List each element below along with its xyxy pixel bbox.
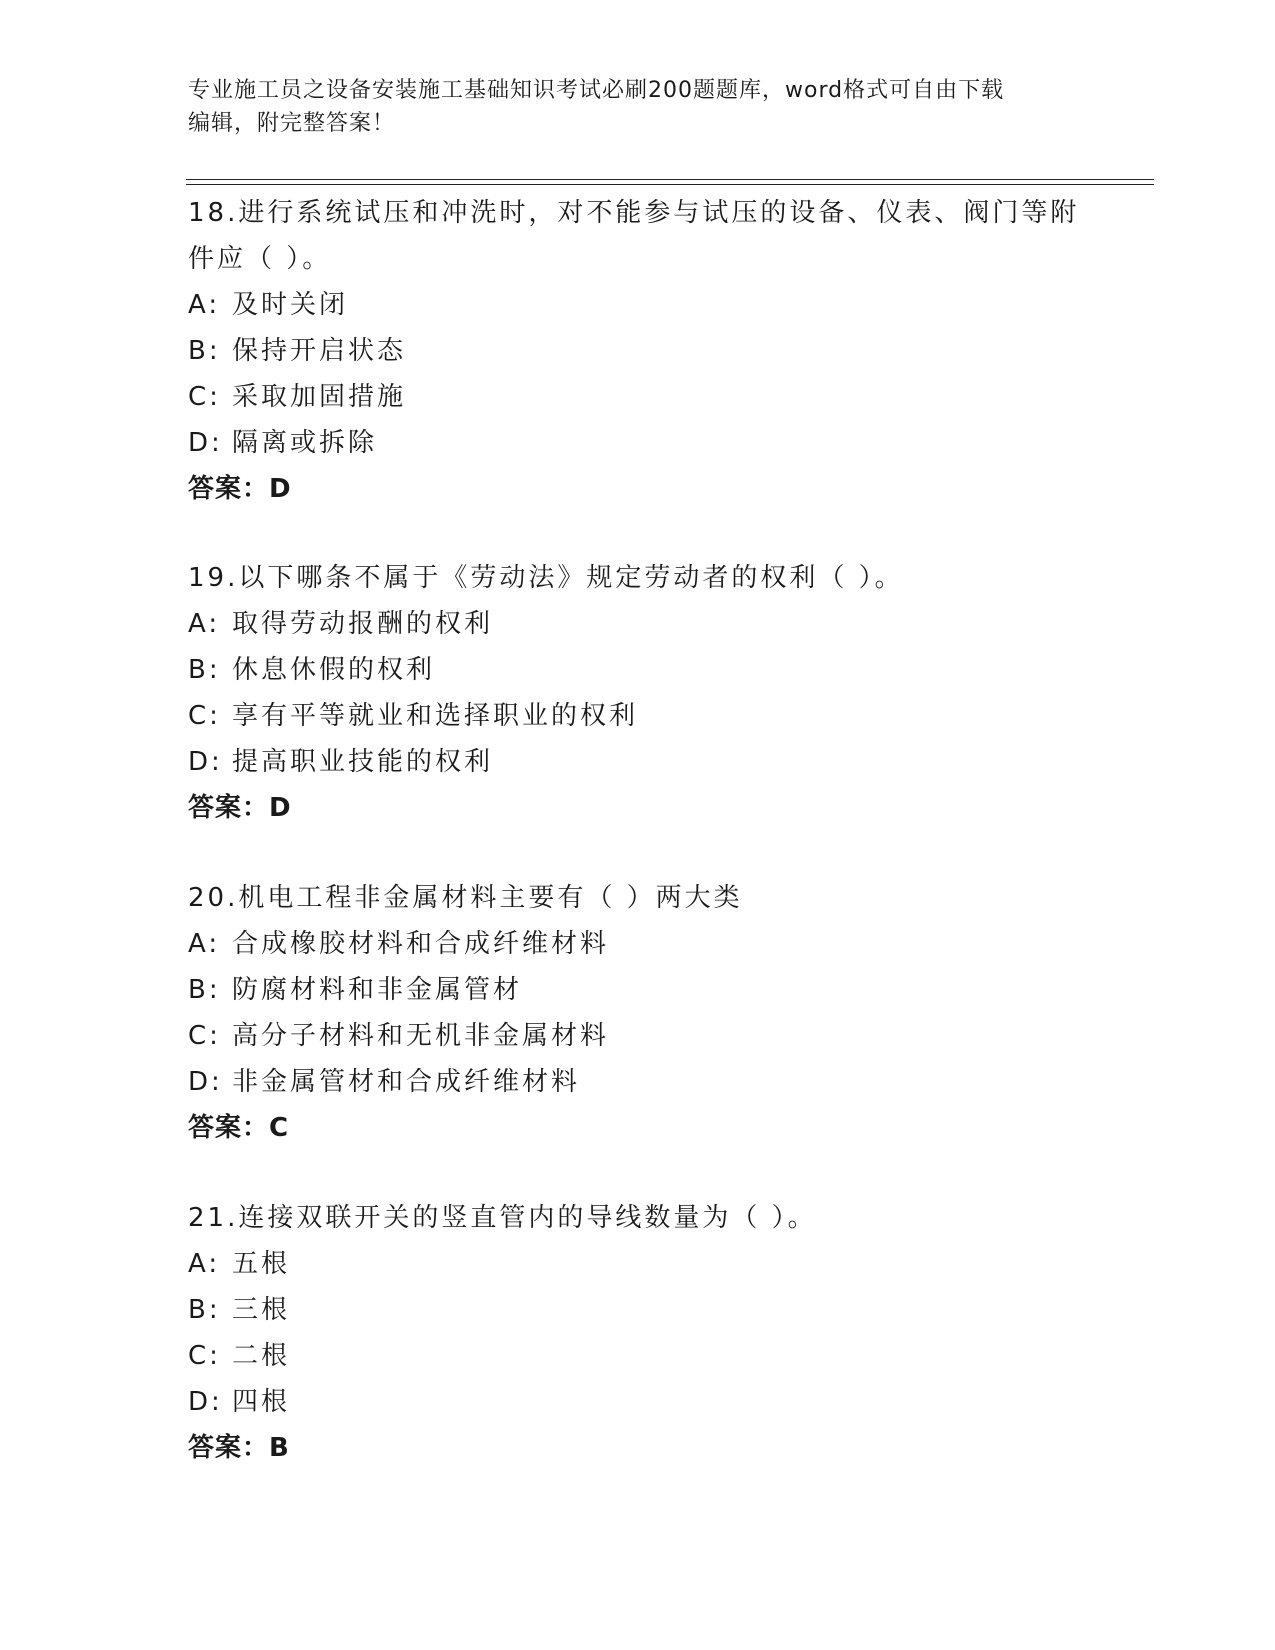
header-line-2: 编辑，附完整答案！ — [188, 111, 396, 136]
option-text: 高分子材料和无机非金属材料 — [232, 1021, 610, 1051]
option-text: 合成橡胶材料和合成纤维材料 — [232, 929, 610, 959]
answer-line: 答案：B — [188, 1433, 290, 1463]
option-d — [188, 1059, 1088, 1105]
question-stem: 18.进行系统试压和冲洗时，对不能参与试压的设备、仪表、阀门等附 — [188, 198, 1080, 228]
option-c — [188, 374, 1088, 420]
option-letter: B: — [188, 336, 221, 366]
option-text: 享有平等就业和选择职业的权利 — [232, 701, 639, 731]
option-letter: B: — [188, 975, 221, 1005]
option-letter: D: — [188, 428, 223, 458]
option-b — [188, 967, 1088, 1013]
option-a — [188, 921, 1088, 967]
option-c — [188, 1333, 1088, 1379]
question-stem: 21.连接双联开关的竖直管内的导线数量为（ ）。 — [188, 1203, 817, 1233]
option-b — [188, 1287, 1088, 1333]
option-letter: A: — [188, 1249, 221, 1279]
answer-line: 答案：D — [188, 793, 292, 823]
option-text: 二根 — [232, 1341, 291, 1371]
option-text: 提高职业技能的权利 — [232, 747, 494, 777]
question-stem: 20.机电工程非金属材料主要有（ ）两大类 — [188, 883, 743, 913]
option-text: 隔离或拆除 — [232, 428, 378, 458]
option-letter: B: — [188, 655, 221, 685]
option-c — [188, 1013, 1088, 1059]
option-letter: C: — [188, 1021, 221, 1051]
option-text: 三根 — [232, 1295, 291, 1325]
question-20 — [188, 875, 1088, 1151]
option-text: 保持开启状态 — [232, 336, 407, 366]
option-letter: D: — [188, 1067, 223, 1097]
option-letter: C: — [188, 701, 221, 731]
option-d — [188, 739, 1088, 785]
option-b — [188, 328, 1088, 374]
answer-line: 答案：D — [188, 474, 292, 504]
question-stem: 19.以下哪条不属于《劳动法》规定劳动者的权利（ ）。 — [188, 563, 904, 593]
option-text: 防腐材料和非金属管材 — [232, 975, 523, 1005]
question-19 — [188, 555, 1088, 831]
document-header — [188, 74, 1068, 140]
option-text: 及时关闭 — [232, 290, 349, 320]
option-text: 五根 — [232, 1249, 291, 1279]
option-d — [188, 420, 1088, 466]
option-text: 采取加固措施 — [232, 382, 407, 412]
question-18 — [188, 190, 1088, 512]
option-letter: C: — [188, 382, 221, 412]
option-text: 休息休假的权利 — [232, 655, 436, 685]
option-a — [188, 282, 1088, 328]
answer-line: 答案：C — [188, 1113, 290, 1143]
option-letter: A: — [188, 290, 221, 320]
question-21 — [188, 1195, 1088, 1471]
option-d — [188, 1379, 1088, 1425]
option-letter: D: — [188, 747, 223, 777]
option-a — [188, 1241, 1088, 1287]
option-text: 四根 — [232, 1387, 291, 1417]
header-divider-top — [186, 179, 1154, 180]
option-letter: C: — [188, 1341, 221, 1371]
option-letter: D: — [188, 1387, 223, 1417]
question-stem-continued: 件应（ ）。 — [188, 244, 332, 274]
header-line-1: 专业施工员之设备安装施工基础知识考试必刷200题题库，word格式可自由下载 — [188, 78, 1005, 103]
option-text: 非金属管材和合成纤维材料 — [232, 1067, 581, 1097]
header-divider-bottom — [186, 184, 1154, 185]
option-text: 取得劳动报酬的权利 — [232, 609, 494, 639]
option-letter: A: — [188, 929, 221, 959]
option-c — [188, 693, 1088, 739]
option-letter: B: — [188, 1295, 221, 1325]
option-b — [188, 647, 1088, 693]
option-a — [188, 601, 1088, 647]
option-letter: A: — [188, 609, 221, 639]
